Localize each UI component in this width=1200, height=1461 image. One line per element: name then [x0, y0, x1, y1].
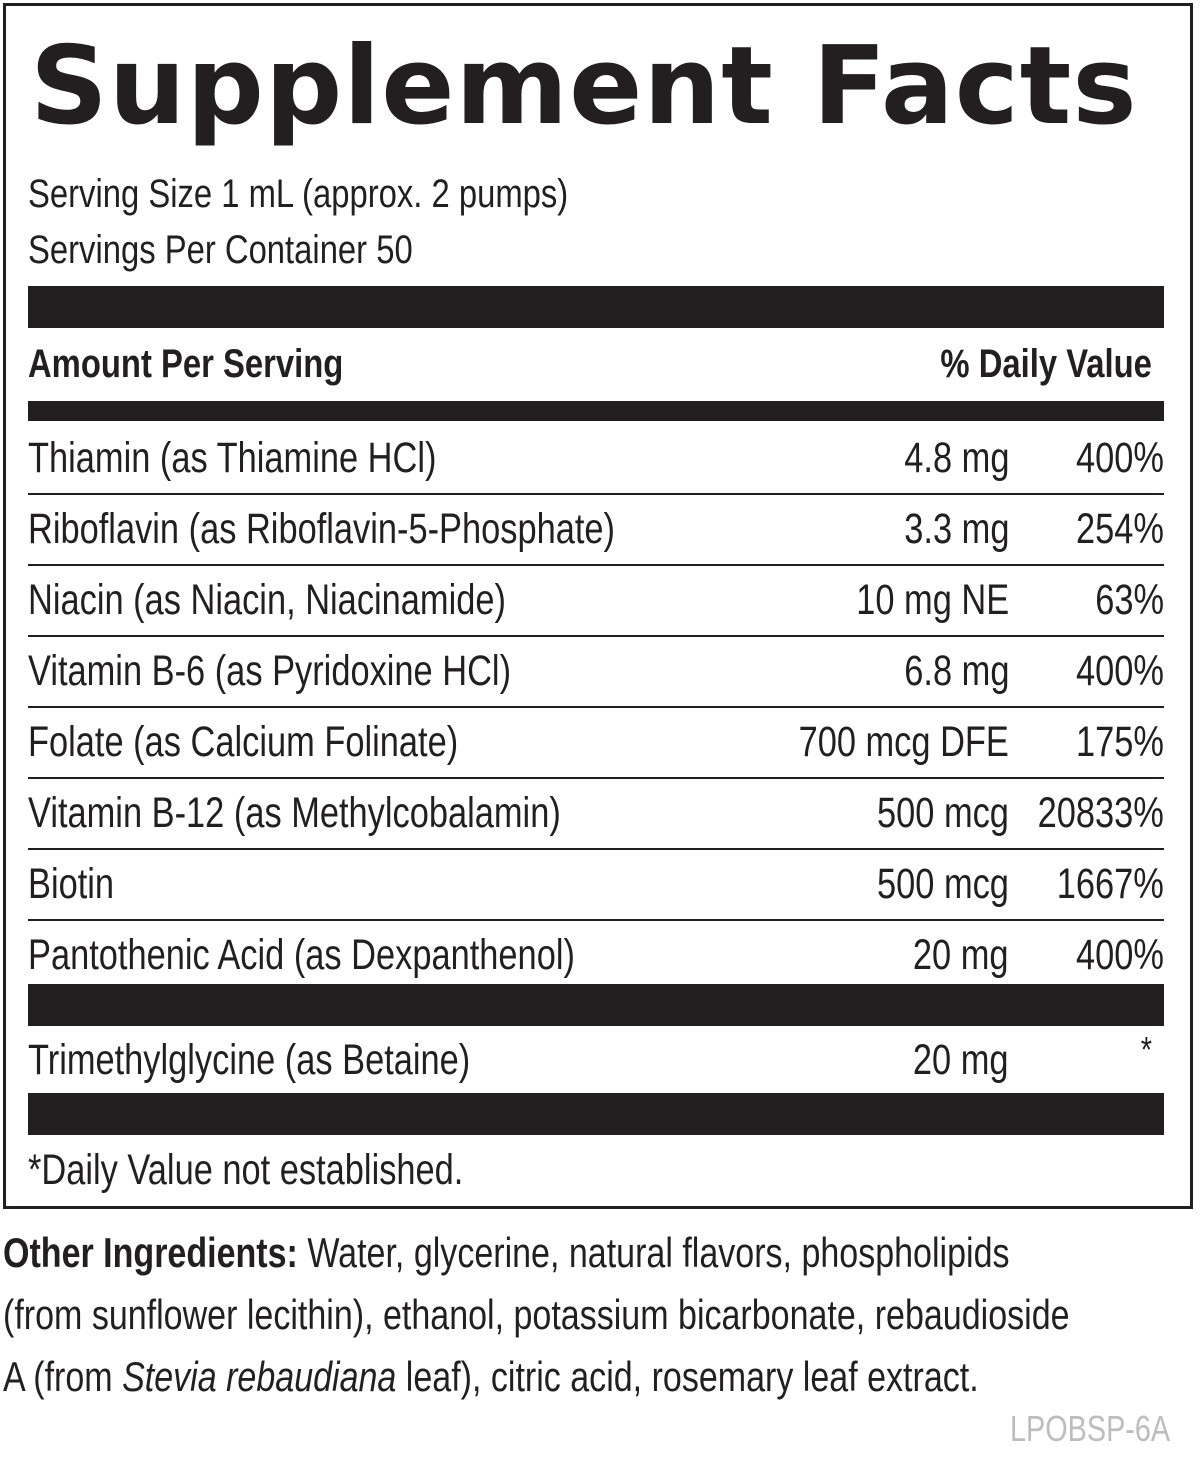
footnote: *Daily Value not established.	[28, 1146, 464, 1194]
daily-value-header: % Daily Value	[940, 342, 1152, 386]
nutrient-row	[28, 708, 1164, 779]
nutrient-daily-value: 400%	[1076, 647, 1164, 695]
ingredients-text-1: Water, glycerine, natural flavors, phospholipids	[297, 1229, 1010, 1276]
nutrient-amount: 3.3 mg	[903, 505, 1009, 553]
nutrient-amount: 10 mg NE	[856, 576, 1009, 624]
nutrient-daily-value: 20833%	[1037, 789, 1164, 837]
panel-title: Supplement Facts	[30, 24, 1138, 149]
thick-divider-middle	[28, 984, 1164, 1026]
nutrient-daily-value: 1667%	[1056, 860, 1164, 908]
nutrient-table	[28, 424, 1164, 990]
nutrient-amount: 6.8 mg	[903, 647, 1009, 695]
nutrient-name: Folate (as Calcium Folinate)	[28, 718, 459, 766]
nutrient-amount: 20 mg	[913, 1036, 1009, 1084]
nutrient-amount: 4.8 mg	[903, 434, 1009, 482]
nutrient-name: Thiamin (as Thiamine HCl)	[28, 434, 437, 482]
nutrient-row	[28, 850, 1164, 921]
other-ingredients-label: Other Ingredients:	[3, 1229, 298, 1276]
nutrient-daily-value: 400%	[1076, 931, 1164, 979]
nutrient-row	[28, 566, 1164, 637]
product-code: LPOBSP-6A	[1009, 1408, 1170, 1449]
nutrient-name: Pantothenic Acid (as Dexpanthenol)	[28, 931, 575, 979]
nutrient-row	[28, 637, 1164, 708]
other-ingredients	[3, 1222, 1186, 1408]
servings-per-container: Servings Per Container 50	[28, 228, 413, 272]
nutrient-amount: 700 mcg DFE	[798, 718, 1009, 766]
nutrient-daily-value: *	[1140, 1029, 1152, 1070]
serving-size: Serving Size 1 mL (approx. 2 pumps)	[28, 172, 569, 216]
ingredients-line-3	[3, 1346, 1186, 1408]
thick-divider-top	[28, 286, 1164, 328]
ingredients-botanical-name: Stevia rebaudiana	[122, 1353, 397, 1400]
nutrient-daily-value: 175%	[1076, 718, 1164, 766]
nutrient-name: Riboflavin (as Riboflavin-5-Phosphate)	[28, 505, 616, 553]
amount-per-serving-header: Amount Per Serving	[28, 342, 344, 386]
nutrient-amount: 500 mcg	[877, 789, 1009, 837]
nutrient-daily-value: 400%	[1076, 434, 1164, 482]
nutrient-daily-value: 63%	[1095, 576, 1164, 624]
ingredients-text-3a: A (from	[3, 1353, 123, 1400]
nutrient-row	[28, 424, 1164, 495]
nutrient-name: Biotin	[28, 860, 115, 908]
medium-divider	[28, 401, 1164, 421]
nutrient-amount: 500 mcg	[877, 860, 1009, 908]
nutrient-row-trimethylglycine	[28, 1027, 1164, 1093]
nutrient-amount: 20 mg	[913, 931, 1009, 979]
nutrient-row	[28, 495, 1164, 566]
nutrient-name: Vitamin B-12 (as Methylcobalamin)	[28, 789, 561, 837]
nutrient-row	[28, 921, 1164, 990]
thick-divider-bottom	[28, 1093, 1164, 1135]
ingredients-line-1	[3, 1222, 1186, 1284]
supplement-facts-panel	[3, 3, 1193, 1209]
ingredients-line-2: (from sunflower lecithin), ethanol, potassium bicarbonate, rebaudioside	[3, 1291, 1070, 1338]
nutrient-row	[28, 779, 1164, 850]
nutrient-name: Trimethylglycine (as Betaine)	[28, 1036, 471, 1084]
nutrient-name: Niacin (as Niacin, Niacinamide)	[28, 576, 506, 624]
nutrient-name: Vitamin B-6 (as Pyridoxine HCl)	[28, 647, 512, 695]
nutrient-daily-value: 254%	[1076, 505, 1164, 553]
ingredients-text-3b: leaf), citric acid, rosemary leaf extract.	[396, 1353, 979, 1400]
